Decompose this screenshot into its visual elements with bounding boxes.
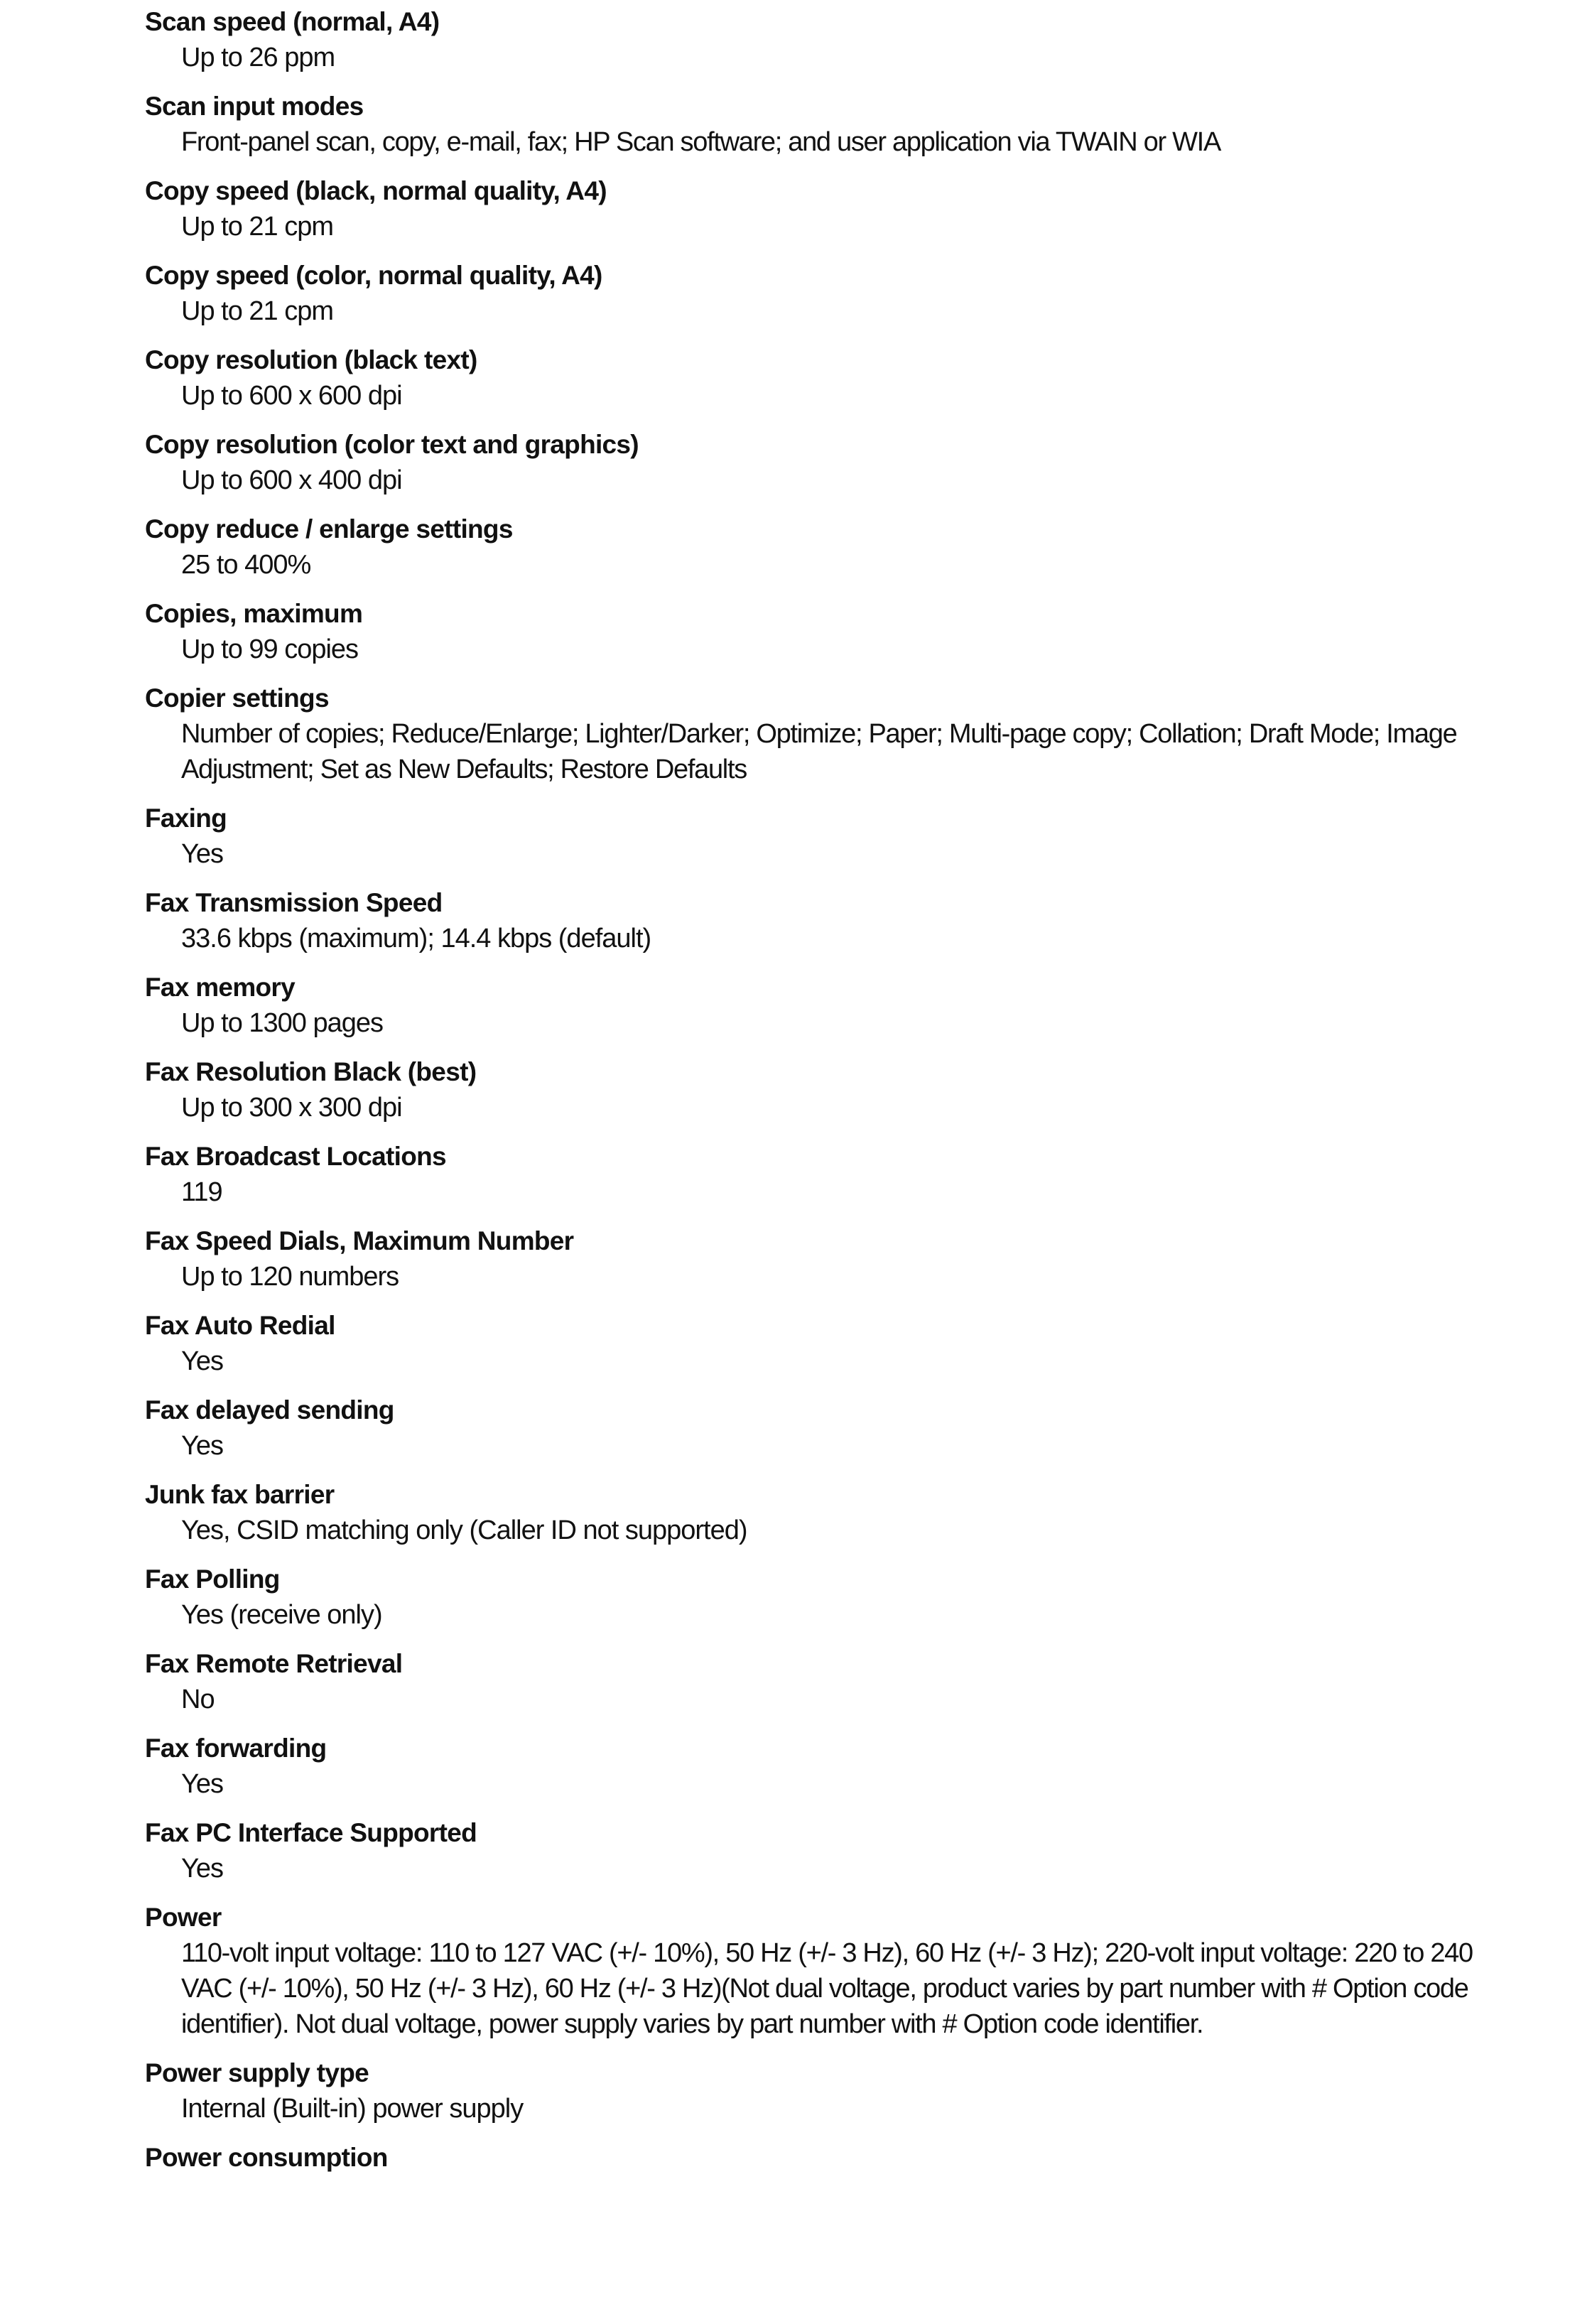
spec-item (145, 1223, 1480, 1295)
spec-value: Up to 120 numbers (181, 1262, 399, 1292)
spec-item (145, 1054, 1480, 1125)
spec-value: Yes (181, 1431, 223, 1461)
spec-label: Copy reduce / enlarge settings (145, 514, 513, 544)
spec-item (145, 89, 1480, 160)
spec-label: Power consumption (145, 2143, 388, 2172)
spec-label: Fax Polling (145, 1564, 280, 1594)
spec-item (145, 2140, 1480, 2176)
spec-label: Fax Remote Retrieval (145, 1649, 403, 1678)
spec-value: Yes (181, 1854, 223, 1883)
spec-value: Up to 26 ppm (181, 43, 335, 72)
spec-item (145, 4, 1480, 75)
spec-value: Up to 300 x 300 dpi (181, 1093, 402, 1123)
spec-label: Fax memory (145, 973, 295, 1002)
spec-label: Faxing (145, 804, 227, 833)
spec-label: Power (145, 1903, 222, 1932)
spec-item (145, 427, 1480, 498)
spec-item (145, 1562, 1480, 1633)
spec-value: Up to 1300 pages (181, 1008, 384, 1038)
spec-label: Fax Speed Dials, Maximum Number (145, 1226, 574, 1255)
spec-label: Copy speed (black, normal quality, A4) (145, 176, 607, 205)
spec-item (145, 885, 1480, 956)
spec-value: Up to 21 cpm (181, 296, 333, 326)
spec-label: Scan input modes (145, 92, 364, 121)
spec-label: Copy resolution (black text) (145, 345, 477, 374)
spec-value: Up to 600 x 400 dpi (181, 465, 402, 495)
spec-value: Yes (181, 1346, 223, 1376)
spec-value: Yes (receive only) (181, 1600, 382, 1630)
spec-value: Up to 99 copies (181, 634, 359, 664)
spec-label: Power supply type (145, 2058, 369, 2087)
spec-label: Scan speed (normal, A4) (145, 7, 440, 36)
spec-item (145, 173, 1480, 244)
spec-item (145, 2055, 1480, 2126)
spec-item (145, 970, 1480, 1041)
spec-label: Junk fax barrier (145, 1480, 335, 1509)
spec-list (145, 4, 1480, 2189)
spec-value: 25 to 400% (181, 550, 311, 580)
spec-item (145, 342, 1480, 414)
spec-label: Fax forwarding (145, 1734, 327, 1763)
spec-value: Front-panel scan, copy, e-mail, fax; HP Scan software; and user application via TWAIN or WIA (181, 127, 1220, 157)
spec-item (145, 1731, 1480, 1802)
spec-item (145, 1139, 1480, 1210)
spec-item (145, 258, 1480, 329)
spec-label: Copier settings (145, 683, 329, 713)
spec-label: Copy speed (color, normal quality, A4) (145, 261, 602, 290)
spec-label: Fax Auto Redial (145, 1311, 335, 1340)
spec-label: Fax Broadcast Locations (145, 1142, 446, 1171)
spec-value: Number of copies; Reduce/Enlarge; Lighter/Darker; Optimize; Paper; Multi-page copy; Collation; Draft Mode; Image Adjustment; Set as New Defaults; Restore Defaults (181, 719, 1457, 784)
spec-value: Yes (181, 839, 223, 869)
spec-value: 119 (181, 1177, 222, 1207)
spec-value: 110-volt input voltage: 110 to 127 VAC (+/- 10%), 50 Hz (+/- 3 Hz), 60 Hz (+/- 3 Hz); 220-volt input voltage: 220 to 240 VAC (+/- 10%), 50 Hz (+/- 3 Hz), 60 Hz (+/- 3 Hz)(Not dual voltage, product varies by part number with # Option code identifier). Not dual voltage, power supply varies by part number with # Option code identifier. (181, 1938, 1473, 2039)
spec-label: Fax Resolution Black (best) (145, 1057, 477, 1086)
spec-value: Yes, CSID matching only (Caller ID not supported) (181, 1515, 747, 1545)
spec-value: Up to 21 cpm (181, 212, 333, 242)
spec-item (145, 596, 1480, 667)
spec-item (145, 1646, 1480, 1717)
spec-item (145, 681, 1480, 787)
spec-label: Copy resolution (color text and graphics) (145, 430, 639, 459)
spec-label: Fax PC Interface Supported (145, 1818, 477, 1847)
spec-item (145, 1393, 1480, 1464)
spec-value: No (181, 1685, 215, 1714)
spec-item (145, 1815, 1480, 1886)
spec-item (145, 512, 1480, 583)
spec-label: Fax delayed sending (145, 1395, 394, 1425)
spec-value: Up to 600 x 600 dpi (181, 381, 402, 411)
spec-value: Internal (Built-in) power supply (181, 2094, 524, 2124)
spec-item (145, 1477, 1480, 1548)
spec-value: 33.6 kbps (maximum); 14.4 kbps (default) (181, 924, 651, 953)
spec-item (145, 1900, 1480, 2042)
spec-label: Fax Transmission Speed (145, 888, 443, 917)
spec-label: Copies, maximum (145, 599, 363, 628)
spec-value: Yes (181, 1769, 223, 1799)
spec-item (145, 1308, 1480, 1379)
spec-item (145, 801, 1480, 872)
